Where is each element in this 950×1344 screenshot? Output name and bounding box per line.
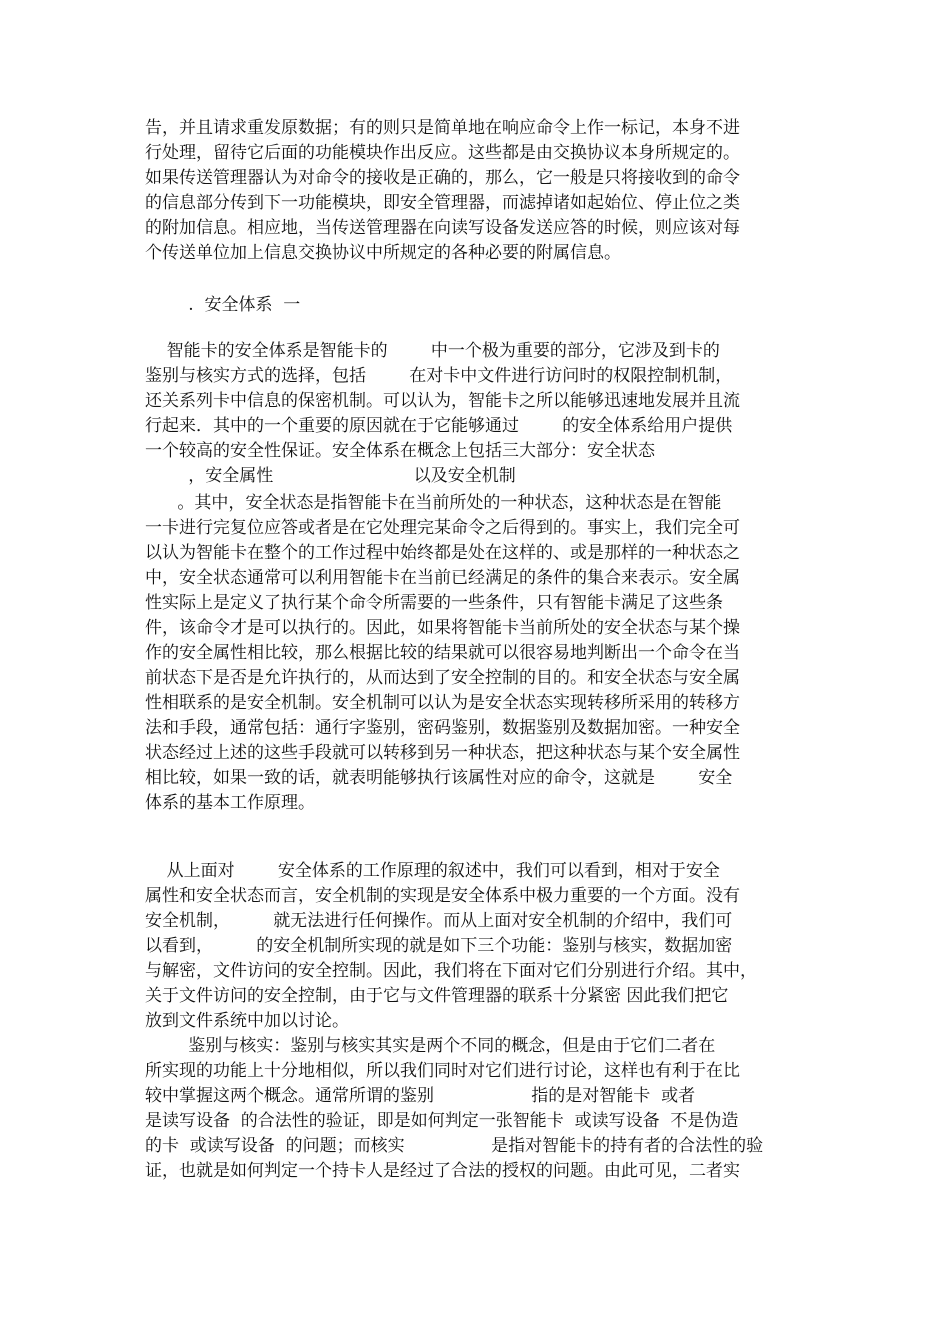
text-line: 一个较高的安全性保证。安全体系在概念上包括三大部分：安全状态: [145, 441, 655, 461]
text-line: 从上面对 安全体系的工作原理的叙述中，我们可以看到，相对于安全: [145, 861, 720, 881]
text-line: ，安全属性 以及安全机制: [145, 466, 516, 486]
text-line: 体系的基本工作原理。: [145, 793, 315, 813]
text-line: 告，并且请求重发原数据；有的则只是简单地在响应命令上作一标记，本身不进: [145, 118, 740, 138]
text-line: 。其中，安全状态是指智能卡在当前所处的一种状态，这种状态是在智能: [145, 493, 722, 513]
text-line: 一卡进行完复位应答或者是在它处理完某命令之后得到的。事实上，我们完全可: [145, 518, 740, 538]
text-line: 的信息部分传到下一功能模块，即安全管理器，而滤掉诸如起始位、停止位之类: [145, 193, 740, 213]
text-line: 以认为智能卡在整个的工作过程中始终都是处在这样的、或是那样的一种状态之: [145, 543, 740, 563]
text-line: 鉴别与核实方式的选择，包括 在对卡中文件进行访问时的权限控制机制，: [145, 366, 733, 386]
text-line: 是读写设备 的合法性的验证，即是如何判定一张智能卡 或读写设备 不是伪造: [145, 1111, 739, 1131]
text-line: 鉴别与核实：鉴别与核实其实是两个不同的概念，但是由于它们二者在: [145, 1036, 716, 1056]
text-line: 智能卡的安全体系是智能卡的 中一个极为重要的部分，它涉及到卡的: [145, 341, 720, 361]
text-line: 如果传送管理器认为对命令的接收是正确的，那么，它一般是只将接收到的命令: [145, 168, 740, 188]
text-line: 行处理，留待它后面的功能模块作出反应。这些都是由交换协议本身所规定的。: [145, 143, 740, 163]
text-line: 证，也就是如何判定一个持卡人是经过了合法的授权的问题。由此可见，二者实: [145, 1161, 740, 1181]
text-line: 安全机制， 就无法进行任何操作。而从上面对安全机制的介绍中，我们可: [145, 911, 733, 931]
text-line: 作的安全属性相比较，那么根据比较的结果就可以很容易地判断出一个命令在当: [145, 643, 740, 663]
text-line: 性实际上是定义了执行某个命令所需要的一些条件，只有智能卡满足了这些条: [145, 593, 723, 613]
text-line: 行起来．其中的一个重要的原因就在于它能够通过 的安全体系给用户提供: [145, 416, 733, 436]
text-line: 较中掌握这两个概念。通常所谓的鉴别 指的是对智能卡 或者: [145, 1086, 696, 1106]
text-line: 属性和安全状态而言，安全机制的实现是安全体系中极力重要的一个方面。没有: [145, 886, 740, 906]
text-line: 件，该命令才是可以执行的。因此，如果将智能卡当前所处的安全状态与某个操: [145, 618, 740, 638]
text-line: 的卡 或读写设备 的问题；而核实 是指对智能卡的持有者的合法性的验: [145, 1136, 764, 1156]
text-line: 状态经过上述的这些手段就可以转移到另一种状态，把这种状态与某个安全属性: [145, 743, 740, 763]
text-line: 以看到， 的安全机制所实现的就是如下三个功能：鉴别与核实，数据加密: [145, 936, 733, 956]
text-line: 个传送单位加上信息交换协议中所规定的各种必要的附属信息。: [145, 243, 621, 263]
heading-line: . 安全体系 一: [145, 295, 301, 315]
text-line: 法和手段，通常包括：通行字鉴别，密码鉴别，数据鉴别及数据加密。一种安全: [145, 718, 740, 738]
text-line: 所实现的功能上十分地相似，所以我们同时对它们进行讨论，这样也有利于在比: [145, 1061, 740, 1081]
text-line: 相比较，如果一致的话，就表明能够执行该属性对应的命令，这就是 安全: [145, 768, 733, 788]
text-line: 性相联系的是安全机制。安全机制可以认为是安全状态实现转移所采用的转移方: [145, 693, 740, 713]
text-line: 还关系列卡中信息的保密机制。可以认为，智能卡之所以能够迅速地发展并且流: [145, 391, 740, 411]
text-line: 放到文件系统中加以讨论。: [145, 1011, 349, 1031]
text-line: 关于文件访问的安全控制，由于它与文件管理器的联系十分紧密 因此我们把它: [145, 986, 729, 1006]
text-line: 中，安全状态通常可以利用智能卡在当前已经满足的条件的集合来表示。安全属: [145, 568, 740, 588]
text-line: 与解密，文件访问的安全控制。因此，我们将在下面对它们分别进行介绍。其中，: [145, 961, 757, 981]
text-line: 前状态下是否是允许执行的，从而达到了安全控制的目的。和安全状态与安全属: [145, 668, 740, 688]
text-line: 的附加信息。相应地，当传送管理器在向读写设备发送应答的时候，则应该对每: [145, 218, 740, 238]
